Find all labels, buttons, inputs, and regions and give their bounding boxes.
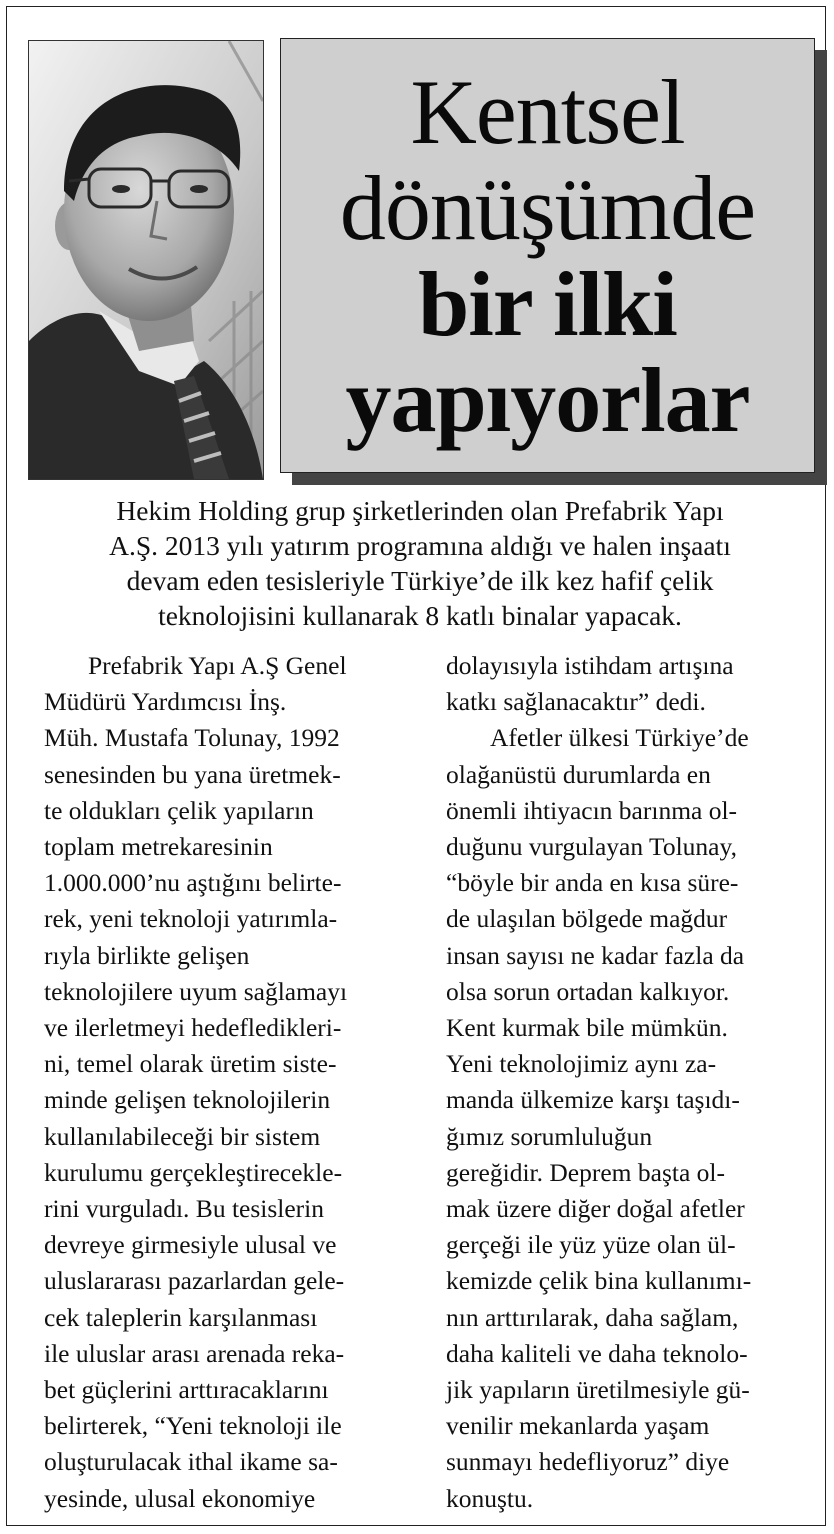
body-line: yesinde, ulusal ekonomiye	[44, 1483, 316, 1513]
body-line: manda ülkemize karşı taşıdı-	[446, 1085, 740, 1115]
body-line: venilir mekanlarda yaşam	[446, 1411, 710, 1441]
body-line: rek, yeni teknoloji yatırımla-	[44, 904, 338, 934]
headline-line-3: bir ilki	[418, 252, 677, 355]
portrait-photo	[28, 40, 264, 480]
lead-line: teknolojisini kullanarak 8 katlı binalar yapacak.	[158, 600, 682, 631]
body-line: kullanılabileceği bir sistem	[44, 1121, 321, 1151]
body-line: Müdürü Yardımcısı İnş.	[44, 687, 287, 717]
body-line: ve ilerletmeyi hedefledikleri-	[44, 1013, 342, 1043]
body-column-left	[44, 648, 404, 1517]
lead-line: Hekim Holding grup şirketlerinden olan Prefabrik Yapı	[116, 495, 724, 526]
body-line: belirterek, “Yeni teknoloji ile	[44, 1411, 342, 1441]
body-line: duğunu vurgulayan Tolunay,	[446, 832, 737, 862]
headline-line-4: yapıyorlar	[345, 348, 750, 451]
body-line: oluşturulacak ithal ikame sa-	[44, 1447, 338, 1477]
body-line: ni, temel olarak üretim siste-	[44, 1049, 337, 1079]
body-line: uluslararası pazarlardan gele-	[44, 1266, 345, 1296]
body-line: “böyle bir anda en kısa süre-	[446, 868, 739, 898]
body-line: nın arttırılarak, daha sağlam,	[446, 1302, 739, 1332]
headline-line-2: dönüşümde	[339, 156, 756, 259]
body-line: kurulumu gerçekleştirecekle-	[44, 1157, 343, 1187]
portrait-illustration	[29, 41, 263, 479]
body-line: mak üzere diğer doğal afetler	[446, 1194, 745, 1224]
body-line: ile uluslar arası arenada reka-	[44, 1338, 345, 1368]
body-line: toplam metrekaresinin	[44, 832, 273, 862]
lead-line: devam eden tesisleriyle Türkiye’de ilk kez hafif çelik	[126, 565, 714, 596]
body-line: 1.000.000’nu aştığını belirte-	[44, 868, 342, 898]
body-line: önemli ihtiyacın barınma ol-	[446, 795, 738, 825]
body-line: olağanüstü durumlarda en	[446, 759, 711, 789]
body-line: senesinden bu yana üretmek-	[44, 759, 341, 789]
body-column-right	[446, 648, 816, 1517]
body-line: dolayısıyla istihdam artışına	[446, 651, 734, 680]
body-line: ğımız sorumluluğun	[446, 1121, 653, 1151]
body-line: de ulaşılan bölgede mağdur	[446, 904, 728, 934]
body-line: Afetler ülkesi Türkiye’de	[490, 723, 749, 753]
body-line: kemizde çelik bina kullanımı-	[446, 1266, 752, 1296]
body-line: daha kaliteli ve daha teknolo-	[446, 1338, 748, 1368]
body-line: devreye girmesiyle ulusal ve	[44, 1230, 337, 1260]
body-line: gerçeği ile yüz yüze olan ül-	[446, 1230, 736, 1260]
body-line: sunmayı hedefliyoruz” diye	[446, 1447, 730, 1477]
body-line: Yeni teknolojimiz aynı za-	[446, 1049, 717, 1079]
body-line: Prefabrik Yapı A.Ş Genel	[88, 651, 347, 680]
body-line: Kent kurmak bile mümkün.	[446, 1013, 728, 1043]
lead-paragraph	[20, 493, 820, 633]
body-line: katkı sağlanacaktır” dedi.	[446, 687, 706, 717]
headline-box	[280, 38, 815, 473]
body-line: Müh. Mustafa Tolunay, 1992	[44, 723, 340, 753]
body-line: olsa sorun ortadan kalkıyor.	[446, 976, 730, 1006]
body-line: minde gelişen teknolojilerin	[44, 1085, 331, 1115]
body-line: bet güçlerini arttıracaklarını	[44, 1375, 329, 1405]
body-line: jik yapıların üretilmesiyle gü-	[446, 1375, 750, 1405]
body-line: insan sayısı ne kadar fazla da	[446, 940, 745, 970]
body-line: teknolojilere uyum sağlamayı	[44, 976, 348, 1006]
body-line: rini vurguladı. Bu tesislerin	[44, 1194, 325, 1224]
lead-line: A.Ş. 2013 yılı yatırım programına aldığı ve halen inşaatı	[109, 530, 731, 561]
body-line: konuştu.	[446, 1483, 534, 1513]
headline-line-1: Kentsel	[410, 60, 685, 163]
body-line: rıyla birlikte gelişen	[44, 940, 250, 970]
body-line: gereğidir. Deprem başta ol-	[446, 1157, 725, 1187]
body-line: te oldukları çelik yapıların	[44, 795, 314, 825]
body-line: cek taleplerin karşılanması	[44, 1302, 318, 1332]
